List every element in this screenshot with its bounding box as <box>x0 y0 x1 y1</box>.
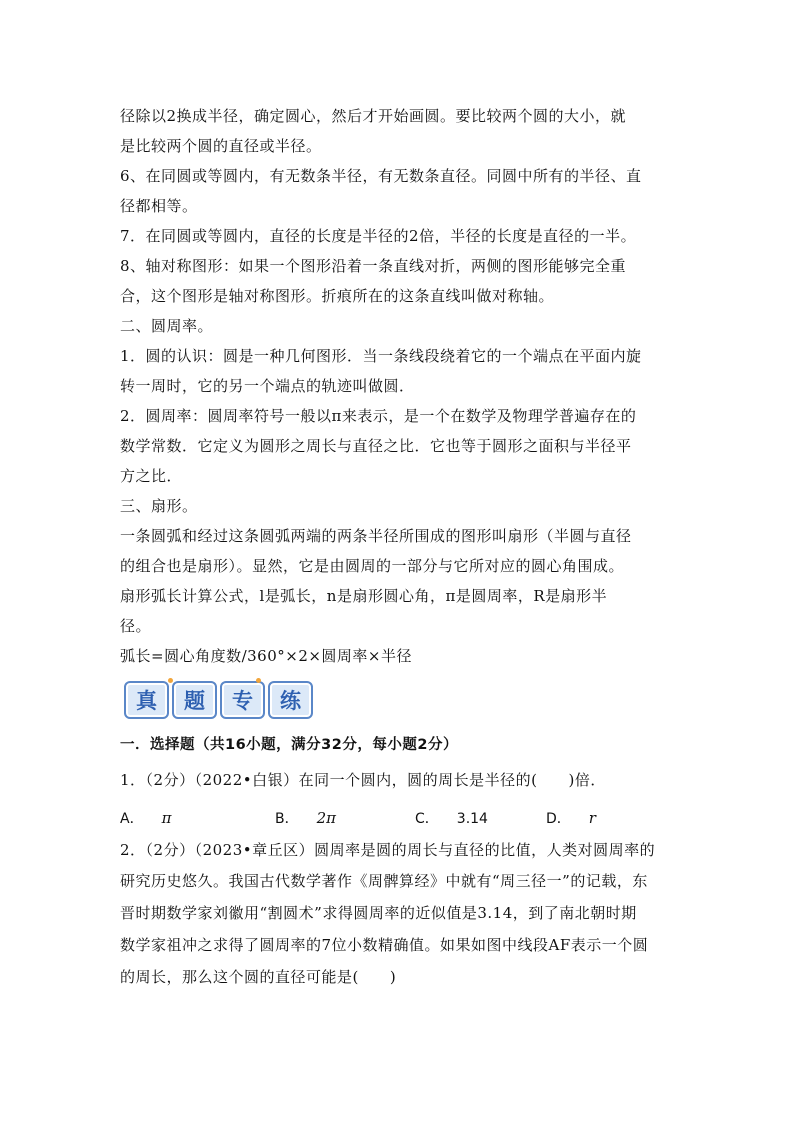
text-line: 数学常数．它定义为圆形之周长与直径之比．它也等于圆形之面积与半径平 <box>120 437 632 455</box>
option-value: 3.14 <box>456 811 488 827</box>
text-line: 径都相等。 <box>120 197 198 215</box>
question-2-line: 的周长，那么这个圆的直径可能是( ) <box>120 968 397 986</box>
decoration-dot-icon <box>168 678 173 683</box>
option-value: π <box>161 809 172 827</box>
text-line: 径除以2换成半径，确定圆心，然后才开始画圆。要比较两个圆的大小，就 <box>120 107 627 125</box>
banner-tile: 专 <box>220 681 265 719</box>
question-2-line: 晋时期数学家刘徽用“割圆术”求得圆周率的近似值是3.14，到了南北朝时期 <box>120 904 637 922</box>
banner-tile: 真 <box>124 681 169 719</box>
text-line: 2．圆周率：圆周率符号一般以π来表示，是一个在数学及物理学普遍存在的 <box>120 407 637 425</box>
text-line: 一条圆弧和经过这条圆弧两端的两条半径所围成的图形叫扇形（半圆与直径 <box>120 527 632 545</box>
text-line: 径。 <box>120 617 152 635</box>
banner-tile: 题 <box>172 681 217 719</box>
text-line: 7．在同圆或等圆内，直径的长度是半径的2倍，半径的长度是直径的一半。 <box>120 227 637 245</box>
text-line: 8、轴对称图形：如果一个图形沿着一条直线对折，两侧的图形能够完全重 <box>120 257 627 275</box>
section-title: 一．选择题（共16小题，满分32分，每小题2分） <box>120 737 458 753</box>
text-line: 扇形弧长计算公式，l是弧长，n是扇形圆心角，π是圆周率，R是扇形半 <box>120 587 608 605</box>
section-heading: 三、扇形。 <box>120 497 198 515</box>
banner-tile: 练 <box>268 681 313 719</box>
text-line: 是比较两个圆的直径或半径。 <box>120 137 322 155</box>
formula-line: 弧长=圆心角度数/360°×2×圆周率×半径 <box>120 647 413 665</box>
question-2-line: 研究历史悠久。我国古代数学著作《周髀算经》中就有“周三径一”的记载，东 <box>120 872 648 890</box>
text-line: 合，这个图形是轴对称图形。折痕所在的这条直线叫做对称轴。 <box>120 287 555 305</box>
question-2-line: 数学家祖冲之求得了圆周率的7位小数精确值。如果如图中线段AF表示一个圆 <box>120 936 649 954</box>
practice-banner <box>124 678 313 718</box>
option-b <box>275 808 336 829</box>
option-value: r <box>588 809 596 827</box>
question-1-stem: 1．（2分）（2022•白银）在同一个圆内，圆的周长是半径的( )倍． <box>120 771 606 789</box>
option-key: D． <box>546 811 571 827</box>
decoration-dot-icon <box>256 678 261 683</box>
text-line: 方之比． <box>120 467 183 485</box>
text-line: 6、在同圆或等圆内，有无数条半径，有无数条直径。同圆中所有的半径、直 <box>120 167 642 185</box>
question-2-line: 2．（2分）（2023•章丘区）圆周率是圆的周长与直径的比值，人类对圆周率的 <box>120 841 656 859</box>
section-heading: 二、圆周率。 <box>120 317 214 335</box>
option-c <box>415 808 488 829</box>
text-line: 1．圆的认识：圆是一种几何图形．当一条线段绕着它的一个端点在平面内旋 <box>120 347 642 365</box>
option-value: 2π <box>316 809 337 827</box>
option-key: C． <box>415 811 439 827</box>
text-line: 转一周时，它的另一个端点的轨迹叫做圆． <box>120 377 415 395</box>
option-key: A． <box>120 811 144 827</box>
question-1-options <box>120 808 680 828</box>
option-d <box>546 808 596 829</box>
option-key: B． <box>275 811 299 827</box>
text-line: 的组合也是扇形）。显然，它是由圆周的一部分与它所对应的圆心角围成。 <box>120 557 625 575</box>
option-a <box>120 808 171 829</box>
